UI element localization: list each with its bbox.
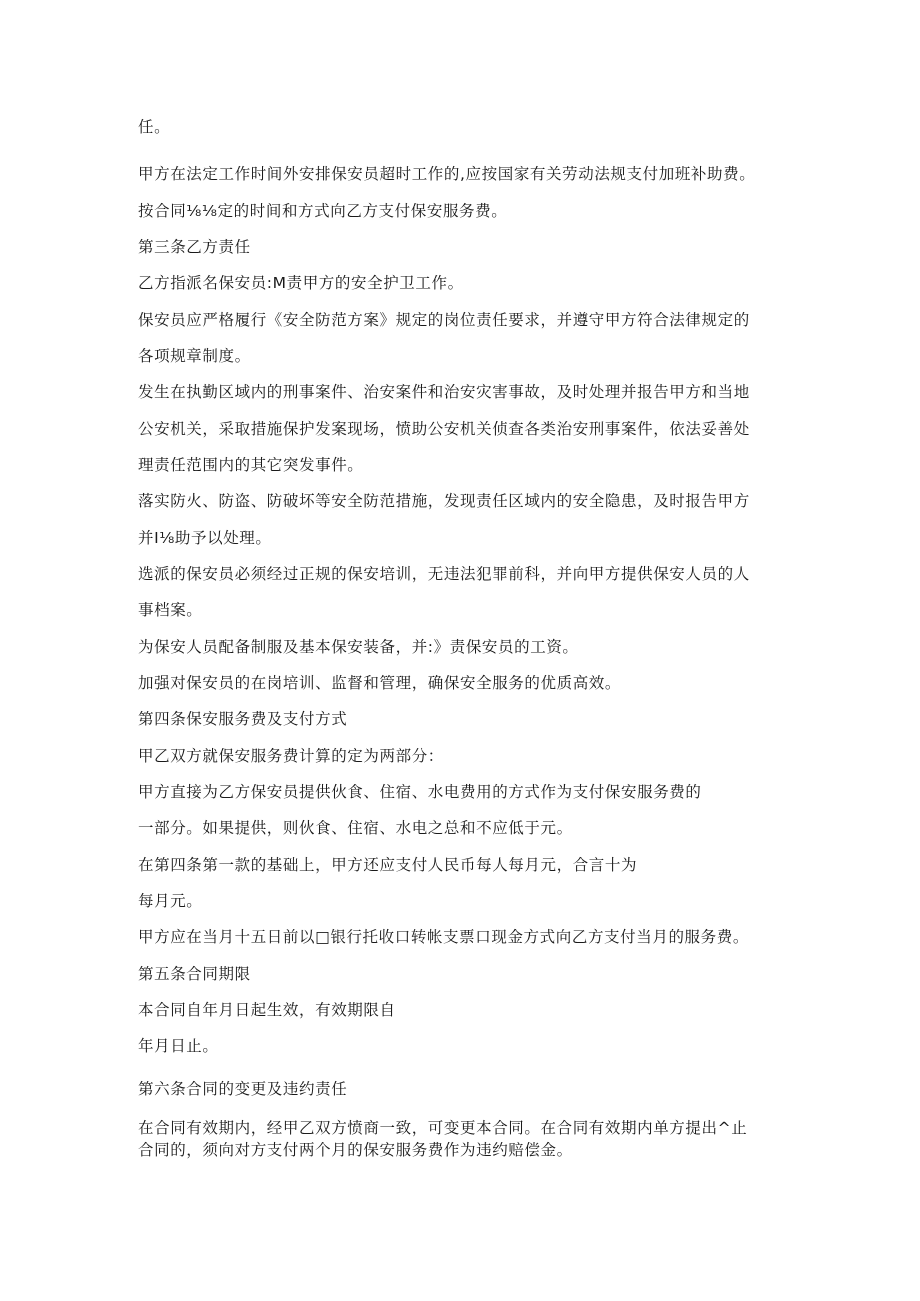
text-line: 甲方应在当月十五日前以□银行托收口转帐支票口现金方式向乙方支付当月的服务费。 [138, 928, 749, 946]
text-line: 事档案。 [138, 601, 203, 619]
text-line: 一部分。如果提供，则伙食、住宿、水电之总和不应低于元。 [138, 819, 573, 837]
text-line: 每月元。 [138, 892, 203, 910]
text-line: 年月日止。 [138, 1037, 219, 1055]
text-line: 甲方直接为乙方保安员提供伙食、住宿、水电费用的方式作为支付保安服务费的 [138, 783, 702, 801]
section-heading: 第三条乙方责任 [138, 238, 251, 256]
section-heading: 第六条合同的变更及违约责任 [138, 1080, 348, 1098]
text-line: 保安员应严格履行《安全防范方案》规定的岗位责任要求，并遵守甲方符合法律规定的 [138, 311, 750, 329]
text-line: 任。 [138, 118, 171, 136]
text-line: 并I⅛助予以处理。 [138, 529, 272, 547]
section-heading: 第五条合同期限 [138, 965, 251, 983]
text-line: 本合同自年月日起生效，有效期限自 [138, 1001, 396, 1019]
section-heading: 第四条保安服务费及支付方式 [138, 710, 348, 728]
text-line: 公安机关，采取措施保护发案现场，愤助公安机关侦查各类治安刑事案件，依法妥善处 [138, 420, 750, 438]
text-line: 各项规章制度。 [138, 347, 251, 365]
text-line: 为保安人员配备制服及基本保安装备，并:》责保安员的工资。 [138, 638, 579, 656]
text-line: 发生在执勤区域内的刑事案件、治安案件和治安灾害事故，及时处理并报告甲方和当地 [138, 383, 750, 401]
text-line: 选派的保安员必须经过正规的保安培训，无违法犯罪前科，并向甲方提供保安人员的人 [138, 565, 750, 583]
text-line: 甲乙双方就保安服务费计算的定为两部分： [138, 747, 444, 765]
text-line: 加强对保安员的在岗培训、监督和管理，确保安全服务的优质高效。 [138, 674, 622, 692]
text-line: 合同的，须向对方支付两个月的保安服务费作为违约赔偿金。 [138, 1141, 573, 1159]
text-line: 按合同⅛⅛定的时间和方式向乙方支付保安服务费。 [138, 202, 508, 220]
text-line: 落实防火、防盗、防破坏等安全防范措施，发现责任区域内的安全隐患，及时报告甲方 [138, 492, 750, 510]
text-line: 乙方指派名保安员:M责甲方的安全护卫工作。 [138, 274, 464, 292]
text-line: 在第四条第一款的基础上，甲方还应支付人民币每人每月元，合言十为 [138, 856, 638, 874]
text-line: 甲方在法定工作时间外安排保安员超时工作的,应按国家有关劳动法规支付加班补助费。 [138, 165, 756, 183]
text-line: 在合同有效期内，经甲乙双方愤商一致，可变更本合同。在合同有效期内单方提出^止 [138, 1119, 748, 1137]
text-line: 理责任范围内的其它突发事件。 [138, 456, 364, 474]
